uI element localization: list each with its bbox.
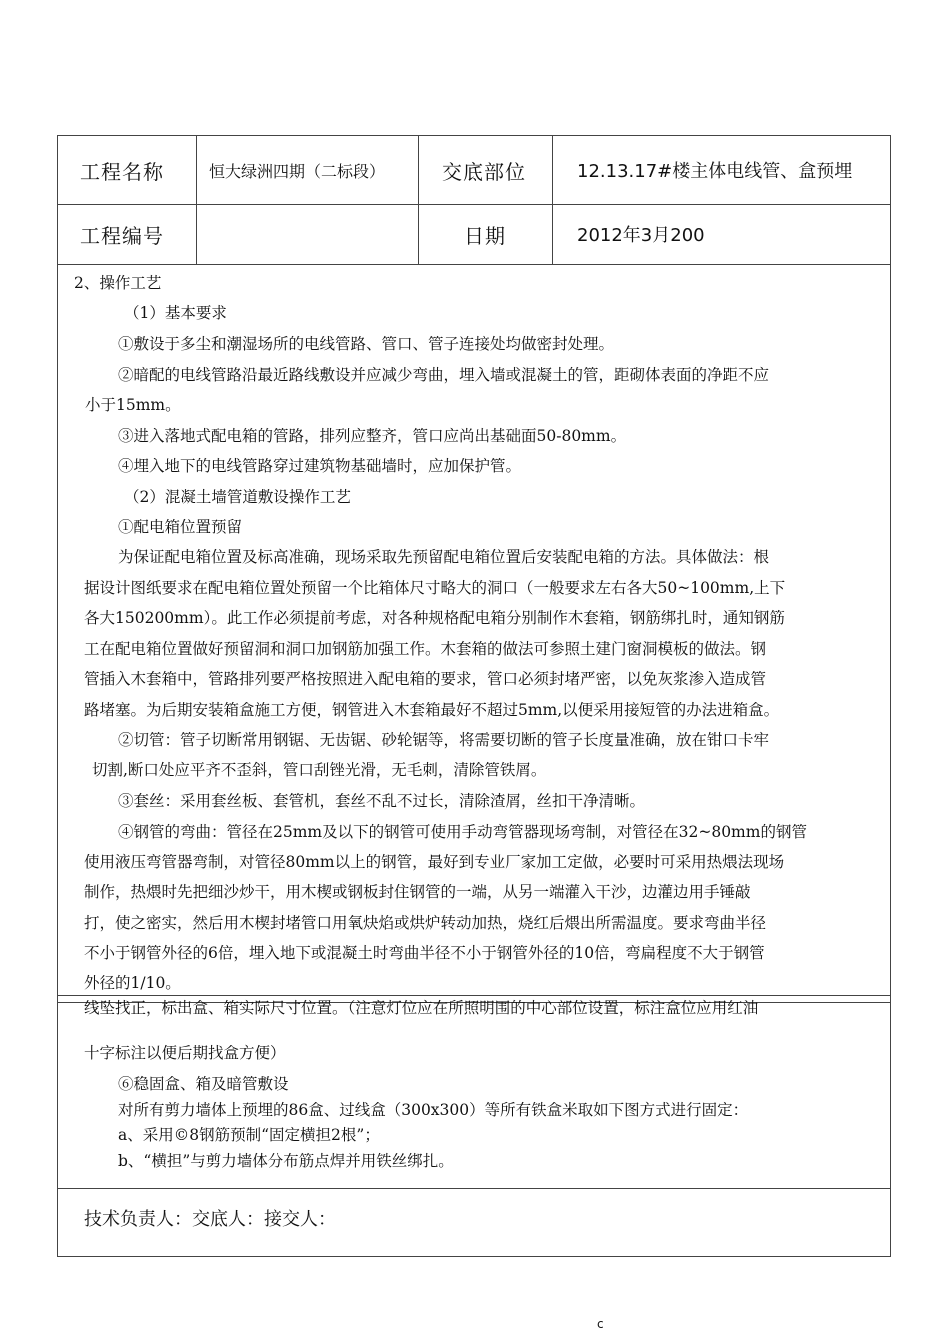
text-line: 小于15mm。 (85, 396, 181, 414)
handover-part-label: 交底部位 (442, 159, 526, 184)
text-line: （2）混凝土墙管道敷设操作工艺 (124, 488, 351, 506)
project-no-label: 工程编号 (80, 223, 164, 248)
text-line: 工在配电箱位置做好预留洞和洞口加钢筋加强工作。木套箱的做法可参照土建门窗洞模板的做法。钢 (84, 640, 767, 658)
text-line: 使用液压弯管器弯制，对管径80mm以上的钢管，最好到专业厂家加工定做，必要时可采用热煨法现场 (84, 853, 785, 871)
text-line: 切割,断口处应平齐不歪斜，管口刮锉光滑，无毛刺，清除管铁屑。 (92, 761, 547, 779)
text-line: ③套丝：采用套丝板、套管机，套丝不乱不过长，清除渣屑，丝扣干净清晰。 (118, 792, 646, 810)
text-line: ③进入落地式配电箱的管路，排列应整齐，管口应尚出基础面50-80mm。 (118, 427, 627, 445)
text-line: ②切管：管子切断常用钢锯、无齿锯、砂轮锯等，将需要切断的管子长度量准确，放在钳口卡牢 (118, 731, 770, 749)
text-line: 为保证配电箱位置及标高准确，现场采取先预留配电箱位置后安装配电箱的方法。具体做法：根 (118, 548, 770, 566)
col-divider (196, 136, 197, 264)
signature-line: 技术负责人：交底人：接交人： (84, 1209, 336, 1230)
text-line: （1）基本要求 (124, 304, 227, 322)
col-divider (552, 136, 553, 264)
section-divider (58, 995, 890, 996)
text-line: 不小于钢管外径的6倍，埋入地下或混凝土时弯曲半径不小于钢管外径的10倍，弯扁程度不大于钢管 (84, 944, 765, 962)
text-line: 外径的1/10。 (84, 974, 181, 992)
text-line: 据设计图纸要求在配电箱位置处预留一个比箱体尺寸略大的洞口（一般要求左右各大50~100mm,上下 (84, 579, 786, 597)
text-line: 线坠找正，标出盒、箱实际尺寸位置。（注意灯位应在所照明围的中心部位设置，标注盒位应用红油 (84, 999, 759, 1017)
text-line: ①敷设于多尘和潮湿场所的电线管路、管口、管子连接处均做密封处理。 (118, 335, 615, 353)
text-line: ④埋入地下的电线管路穿过建筑物基础墙时，应加保护管。 (118, 457, 522, 475)
col-divider (418, 136, 419, 264)
text-line: ①配电箱位置预留 (118, 518, 243, 536)
text-line: 打，使之密实，然后用木楔封堵管口用氧炔焰或烘炉转动加热，烧红后煨出所需温度。要求弯曲半径 (84, 914, 767, 932)
text-line: ⑥稳固盒、箱及暗管敷设 (118, 1075, 289, 1093)
project-name-label: 工程名称 (80, 159, 164, 184)
handover-sheet (57, 135, 891, 1257)
footer-mark: c (597, 1317, 604, 1331)
text-line: a、采用©8钢筋预制“固定横担2根”； (118, 1126, 380, 1144)
text-line: 各大150200mm）。此工作必须提前考虑，对各种规格配电箱分别制作木套箱，钢筋绑扎时，通知钢筋 (84, 609, 785, 627)
handover-part-value: 12.13.17#楼主体电线管、盒预埋 (577, 161, 853, 182)
text-line: 对所有剪力墙体上预埋的86盒、过线盒（300x300）等所有铁盒米取如下图方式进行固定： (118, 1101, 749, 1119)
date-label: 日期 (464, 223, 506, 248)
text-line: b、“横担”与剪力墙体分布筋点焊并用铁丝绑扎。 (118, 1152, 454, 1170)
text-line: 制作，热煨时先把细沙炒干，用木楔或钢板封住钢管的一端，从另一端灌入干沙，边灌边用手锤敲 (84, 883, 751, 901)
row-divider (58, 264, 890, 265)
date-value: 2012年3月200 (577, 225, 705, 246)
row-divider (58, 1188, 890, 1189)
text-line: 十字标注以便后期找盒方便） (84, 1044, 286, 1062)
project-name-value: 恒大绿洲四期（二标段） (209, 161, 386, 181)
text-line: ②暗配的电线管路沿最近路线敷设并应减少弯曲，埋入墙或混凝土的管，距砌体表面的净距不应 (118, 366, 770, 384)
text-line: 2、操作工艺 (74, 274, 162, 292)
text-line: ④钢管的弯曲：管径在25mm及以下的钢管可使用手动弯管器现场弯制，对管径在32~80mm的钢管 (118, 823, 807, 841)
text-line: 管插入木套箱中，管路排列要严格按照进入配电箱的要求，管口必须封堵严密，以免灰浆渗入造成管 (84, 670, 767, 688)
text-line: 路堵塞。为后期安装箱盒施工方便，钢管进入木套箱最好不超过5mm,以便采用接短管的办法进箱盒。 (84, 701, 780, 719)
